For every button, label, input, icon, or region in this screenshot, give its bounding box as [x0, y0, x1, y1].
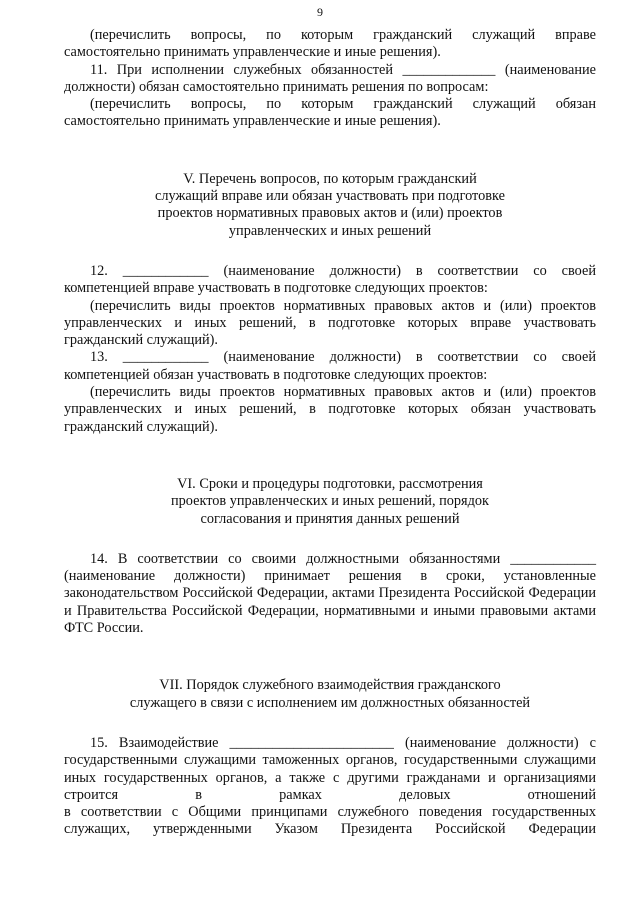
- heading-line: V. Перечень вопросов, по которым гражданский: [183, 170, 477, 187]
- paragraph-13: 13. ____________ (наименование должности) в соответствии со своей компетенцией обязан участвовать в подготовке следующих проектов:: [64, 349, 596, 383]
- paragraph-list-projects-right: (перечислить виды проектов нормативных правовых актов и (или) проектов управленческих и иных решений, в подготовке которых вправе участвовать гражданский служащий).: [64, 297, 596, 349]
- paragraph-list-questions-obliged: (перечислить вопросы, по которым гражданский служащий обязан самостоятельно принимать управленческие и иные решения).: [64, 96, 596, 130]
- paragraph-list-questions-right: (перечислить вопросы, по которым гражданский служащий вправе самостоятельно принимать управленческие и иные решения).: [64, 27, 596, 61]
- paragraph-15: 15. Взаимодействие _______________________ (наименование должности) с государственными служащими таможенных органов, государственными служащими иных государственных органов, а также с другими гражданами и организациями строится в рамках деловых отношений: [64, 734, 596, 803]
- paragraph-15-continued: в соответствии с Общими принципами служебного поведения государственных служащих, утвержденными Указом Президента Российской Федерации: [64, 804, 596, 838]
- section-v-heading: [64, 171, 596, 240]
- heading-line: проектов нормативных правовых актов и (или) проектов: [157, 205, 503, 222]
- heading-line: проектов управленческих и иных решений, порядок: [170, 493, 489, 510]
- heading-line: служащий вправе или обязан участвовать при подготовке: [155, 188, 505, 205]
- paragraph-list-projects-obliged: (перечислить виды проектов нормативных правовых актов и (или) проектов управленческих и иных решений, в подготовке которых обязан участвовать гражданский служащий).: [64, 384, 596, 435]
- paragraph-12: 12. ____________ (наименование должности) в соответствии со своей компетенцией вправе участвовать в подготовке следующих проектов:: [64, 262, 596, 297]
- paragraph-14: 14. В соответствии со своими должностными обязанностями ____________ (наименование должности) принимает решения в сроки, установленные законодательством Российской Федерации, актами Президента Российской Федерации и Правительства Российской Федерации, нормативными и иными правовыми актами ФТС России.: [64, 550, 596, 637]
- heading-line: VI. Сроки и процедуры подготовки, рассмотрения: [177, 475, 483, 492]
- heading-line: согласования и принятия данных решений: [200, 510, 460, 527]
- paragraph-11: 11. При исполнении служебных обязанностей _____________ (наименование должности) обязан самостоятельно принимать решения по вопросам:: [64, 61, 596, 95]
- heading-line: управленческих и иных решений: [228, 222, 432, 239]
- heading-line: VII. Порядок служебного взаимодействия гражданского: [159, 677, 501, 694]
- page-number: 9: [317, 5, 323, 19]
- heading-line: служащего в связи с исполнением им должностных обязанностей: [129, 694, 531, 711]
- section-vi-heading: [64, 476, 596, 528]
- section-vii-heading: [64, 677, 596, 712]
- document-body: [64, 27, 596, 839]
